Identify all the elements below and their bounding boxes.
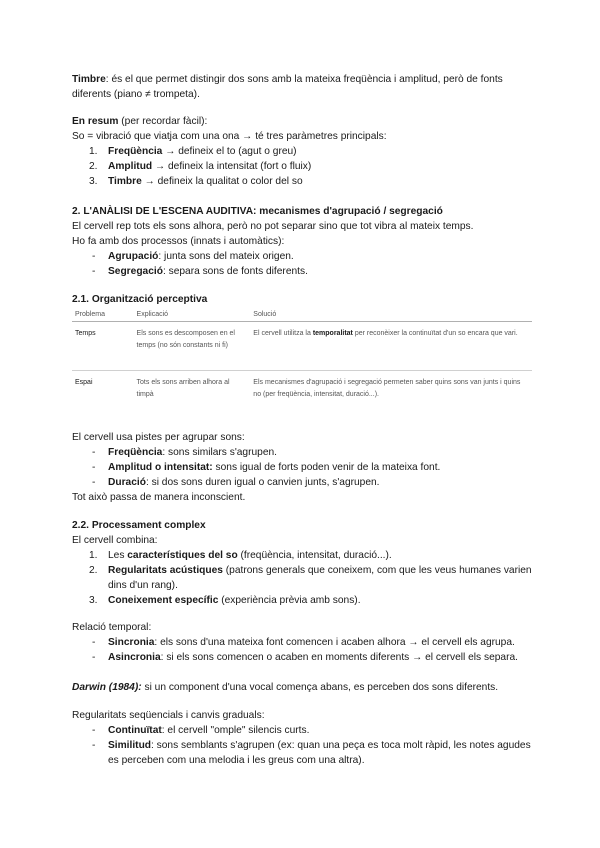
table-header-row [72,309,532,322]
list-item: 3. Coneixement específic (experiència prèvia amb sons). [89,595,361,606]
list-item: 1. Freqüència → defineix el to (agut o greu) [89,146,297,157]
table-row [72,371,532,426]
list-item: 2. Regularitats acústiques (patrons generals que coneixem, com que les veus humanes varien dins d'un rang). [89,565,532,591]
temporal-list [72,635,532,665]
sequential-regularities [72,708,532,768]
section-2-2 [72,518,532,608]
section-2-2-intro: El cervell combina: [72,535,158,546]
table-cell: Els sons es descomposen en el temps (no són constants ni fi) [134,322,251,371]
table-header: Problema [72,309,134,322]
list-item: - Similitud: sons semblants s'agrupen (ex: quan una peça es toca molt ràpid, les notes agudes es perceben com una melodia i les greus com una altra). [92,740,531,766]
section-2-2-list [72,548,532,608]
table-cell: Tots els sons arriben alhora al timpà [136,379,230,398]
list-item: - Amplitud o intensitat: sons igual de forts poden venir de la mateixa font. [92,462,441,473]
list-item: 2. Amplitud → defineix la intensitat (fort o fluix) [89,161,312,172]
timbre-paragraph [72,72,532,102]
list-item: - Segregació: separa sons de fonts diferents. [92,266,308,277]
resum-block [72,114,532,189]
temporal-title: Relació temporal: [72,622,152,633]
list-item: - Sincronia: els sons d'una mateixa font comencen i acaben alhora → el cervell els agrupa. [92,637,515,648]
section-2-line2: Ho fa amb dos processos (innats i automàtics): [72,236,285,247]
table-cell: Els mecanismes d'agrupació i segregació permeten saber quins sons van junts i quins no (per freqüència, intensitat, duració...). [253,379,521,398]
table-header: Solució [250,309,532,322]
temporal-relation [72,620,532,665]
list-item: 3. Timbre → defineix la qualitat o color del so [89,176,303,187]
timbre-term: Timbre [72,74,106,85]
cues-block [72,430,532,505]
section-2-1-title: 2.1. Organització perceptiva [72,294,208,305]
timbre-text: : és el que permet distingir dos sons amb la mateixa freqüència i amplitud, però de fonts diferents (piano ≠ trompeta). [72,74,503,100]
section-2 [72,204,532,279]
regularities-title: Regularitats seqüencials i canvis graduals: [72,710,265,721]
resum-heading: En resum (per recordar fàcil): [72,116,208,127]
section-2-2-title: 2.2. Processament complex [72,520,206,531]
table-header: Explicació [134,309,251,322]
table-cell: Espai [75,379,93,386]
resum-intro: So = vibració que viatja com una ona → té tres paràmetres principals: [72,131,387,142]
section-2-1-heading [72,292,532,307]
cues-intro: El cervell usa pistes per agrupar sons: [72,432,245,443]
regularities-list [72,723,532,768]
table-row [72,322,532,371]
table-cell: Temps [72,322,134,371]
list-item: - Asincronia: si els sons comencen o acaben en moments diferents → el cervell els separa. [92,652,518,663]
section-2-list [72,249,532,279]
list-item: - Agrupació: junta sons del mateix origen. [92,251,294,262]
table-cell: El cervell utilitza la temporalitat per reconèixer la continuïtat d'un so encara que vari. [250,322,532,371]
timbre-definition [72,72,532,102]
cues-outro: Tot això passa de manera inconscient. [72,492,246,503]
darwin-note [72,680,532,695]
list-item: - Continuïtat: el cervell "omple" silencis curts. [92,725,310,736]
resum-list [72,144,532,189]
perception-table [72,309,532,425]
list-item: - Duració: si dos sons duren igual o canvien junts, s'agrupen. [92,477,380,488]
darwin-paragraph: Darwin (1984): si un component d'una vocal comença abans, es perceben dos sons diferents. [72,682,499,693]
section-2-title: 2. L'ANÀLISI DE L'ESCENA AUDITIVA: mecanismes d'agrupació / segregació [72,206,443,217]
list-item: 1. Les característiques del so (freqüència, intensitat, duració...). [89,550,392,561]
section-2-line1: El cervell rep tots els sons alhora, però no pot separar sino que tot vibra al mateix temps. [72,221,474,232]
cues-list [72,445,532,490]
list-item: - Freqüència: sons similars s'agrupen. [92,447,277,458]
